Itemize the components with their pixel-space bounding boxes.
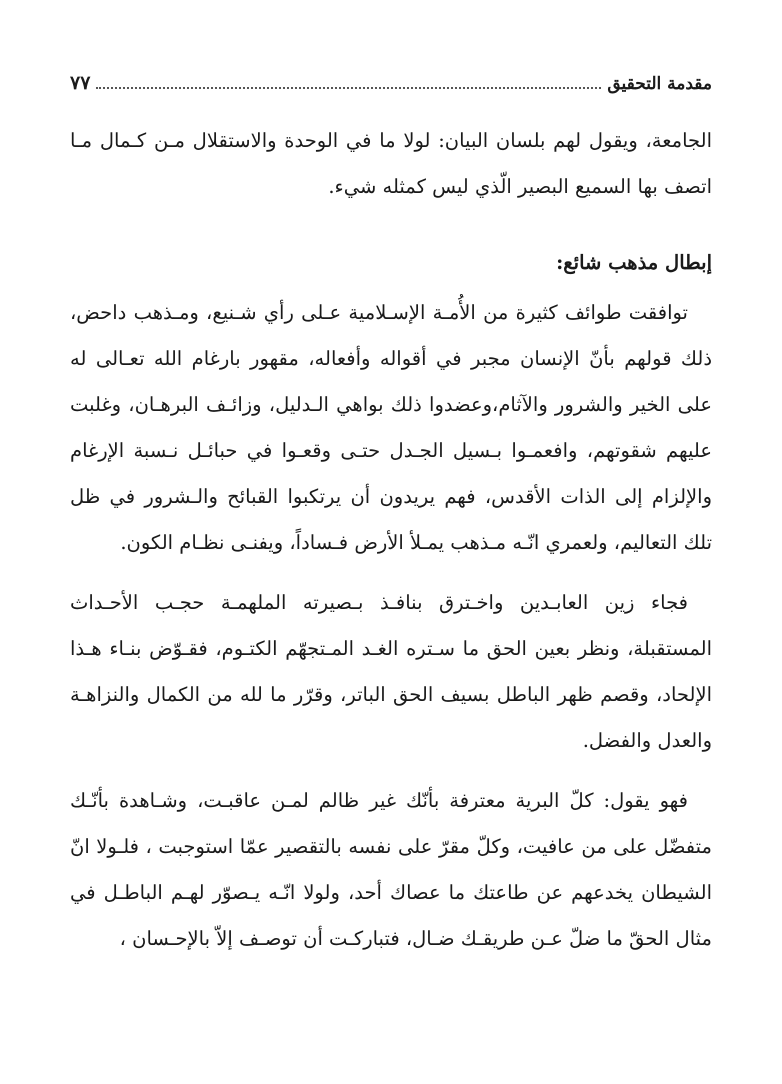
- dot-leader: [96, 86, 601, 89]
- paragraph: توافقت طوائف كثيرة من الأُمـة الإسـلامية عـلى رأي شـنيع، ومـذهب داحض، ذلك قولهم بأنّ الإنسان مجبر في أقواله وأفعاله، مقهور بارغام الله تعـالى له على الخير والشرور والآثام،وعضدوا ذلك بواهي الـدليل، وزائـف البرهـان، وغلبت عليهم شقوتهم، وافعمـوا بـسيل الجـدل حتـى وقعـوا في حبائـل نـسبة الإرغام والإلزام إلى الذات الأقدس، فهم يريدون أن يرتكبوا القبائح والـشرور في ظل تلك التعاليم، ولعمري انّـه مـذهب يمـلأ الأرض فـساداً، ويفنـى نظـام الكون.: [70, 301, 712, 554]
- page-number: ٧٧: [70, 72, 91, 94]
- running-header: [70, 68, 712, 94]
- paragraph: الجامعة، ويقول لهم بلسان البيان: لولا ما في الوحدة والاستقلال مـن كـمال مـا اتصف بها السميع البصير الّذي ليس كمثله شيء.: [70, 129, 712, 198]
- paragraph: فجاء زين العابـدين واخـترق بنافـذ بـصيرته الملهمـة حجـب الأحـداث المستقبلة، ونظر بعين الحق ما سـتره الغـد المـتجهّم الكتـوم، فقـوّض بنـاء هـذا الإلحاد، وقصم ظهر الباطل بسيف الحق الباتر، وقرّر ما لله من الكمال والنزاهـة والعدل والفضل.: [70, 591, 712, 752]
- header-title: مقدمة التحقيق: [607, 74, 712, 94]
- section-heading: إبطال مذهب شائع:: [556, 251, 712, 274]
- paragraph: فهو يقول: كلّ البرية معترفة بأنّك غير ظالم لمـن عاقبـت، وشـاهدة بأنّـك متفضّل على من عافيت، وكلّ مقرّ على نفسه بالتقصير عمّا استوجبت ، فلـولا انّ الشيطان يخدعهم عن طاعتك ما عصاك أحد، ولولا انّـه يـصوّر لهـم الباطـل في مثال الحقّ ما ضلّ عـن طريقـك ضـال، فتباركـت أن توصـف إلاّ بالإحـسان ،: [70, 789, 712, 950]
- page-body: [70, 118, 712, 962]
